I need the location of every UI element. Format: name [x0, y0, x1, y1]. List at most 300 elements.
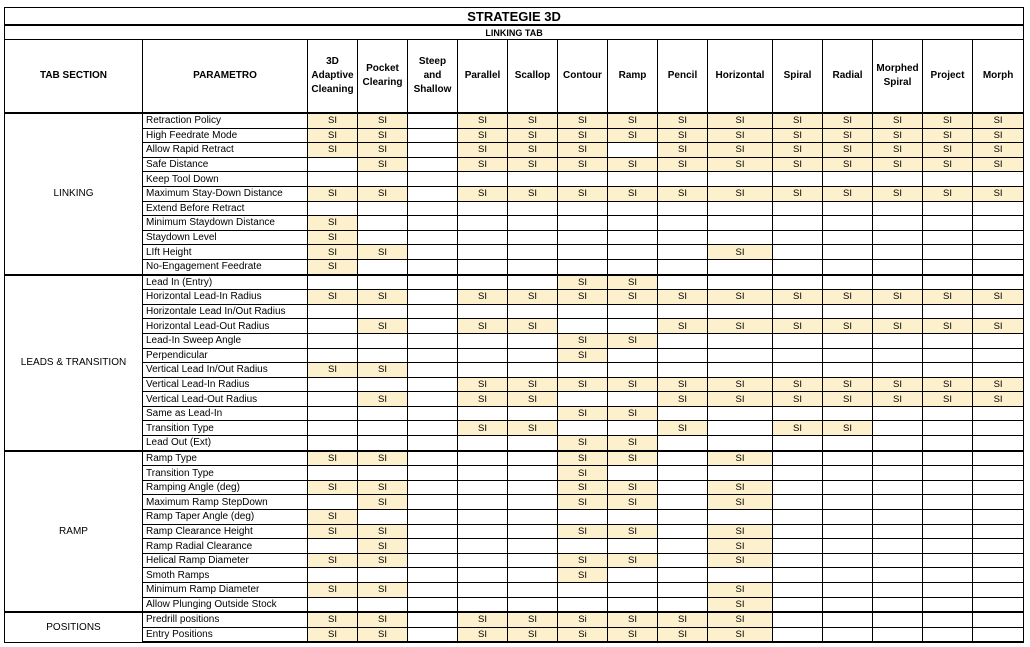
header-strategy: Pencil	[658, 40, 708, 114]
value-cell	[508, 216, 558, 231]
value-cell: SI	[658, 421, 708, 436]
value-cell: SI	[873, 392, 923, 407]
value-cell	[608, 539, 658, 554]
value-cell	[558, 259, 608, 274]
value-cell: SI	[308, 259, 358, 274]
value-cell	[608, 597, 658, 612]
header-strategy: Pocket Clearing	[358, 40, 408, 114]
value-cell	[308, 201, 358, 216]
table-row	[5, 480, 1024, 495]
value-cell	[873, 597, 923, 612]
value-cell: SI	[823, 290, 873, 305]
value-cell	[823, 627, 873, 642]
value-cell	[408, 113, 458, 128]
value-cell	[773, 553, 823, 568]
value-cell: SI	[773, 377, 823, 392]
value-cell	[658, 259, 708, 274]
value-cell	[408, 510, 458, 525]
value-cell	[773, 304, 823, 319]
value-cell	[308, 406, 358, 421]
table-row	[5, 495, 1024, 510]
sheet-title: STRATEGIE 3D	[5, 8, 1024, 26]
value-cell	[923, 406, 973, 421]
value-cell	[923, 172, 973, 187]
value-cell	[308, 377, 358, 392]
value-cell: SI	[773, 186, 823, 201]
value-cell: SI	[358, 451, 408, 466]
value-cell	[823, 524, 873, 539]
parameter-label: Ramp Radial Clearance	[143, 539, 308, 554]
value-cell	[608, 216, 658, 231]
value-cell	[973, 348, 1024, 363]
parameter-label: Ramp Clearance Height	[143, 524, 308, 539]
value-cell	[358, 259, 408, 274]
value-cell: SI	[558, 451, 608, 466]
value-cell	[973, 421, 1024, 436]
parameter-label: Extend Before Retract	[143, 201, 308, 216]
value-cell: SI	[358, 524, 408, 539]
value-cell	[358, 201, 408, 216]
value-cell	[608, 466, 658, 481]
value-cell: SI	[708, 612, 773, 627]
value-cell	[873, 245, 923, 260]
value-cell	[973, 275, 1024, 290]
table-row	[5, 348, 1024, 363]
value-cell	[408, 627, 458, 642]
value-cell	[508, 363, 558, 378]
value-cell	[708, 172, 773, 187]
value-cell	[873, 451, 923, 466]
section-label: RAMP	[5, 451, 143, 613]
value-cell	[923, 275, 973, 290]
value-cell: SI	[973, 392, 1024, 407]
value-cell	[923, 201, 973, 216]
value-cell: SI	[973, 143, 1024, 158]
value-cell: SI	[558, 553, 608, 568]
value-cell: SI	[358, 627, 408, 642]
value-cell	[773, 348, 823, 363]
value-cell	[308, 157, 358, 172]
section-label: POSITIONS	[5, 612, 143, 642]
value-cell	[608, 348, 658, 363]
value-cell: SI	[873, 377, 923, 392]
value-cell: SI	[923, 186, 973, 201]
value-cell: SI	[823, 113, 873, 128]
value-cell: SI	[508, 377, 558, 392]
value-cell	[658, 275, 708, 290]
value-cell: SI	[508, 421, 558, 436]
value-cell	[408, 201, 458, 216]
value-cell	[823, 510, 873, 525]
value-cell	[558, 201, 608, 216]
value-cell: SI	[458, 319, 508, 334]
value-cell	[773, 495, 823, 510]
value-cell	[658, 348, 708, 363]
value-cell	[973, 466, 1024, 481]
value-cell	[773, 480, 823, 495]
value-cell	[358, 466, 408, 481]
value-cell	[508, 466, 558, 481]
value-cell: SI	[608, 495, 658, 510]
table-row	[5, 333, 1024, 348]
value-cell	[773, 436, 823, 451]
value-cell	[308, 172, 358, 187]
value-cell	[773, 451, 823, 466]
value-cell: SI	[608, 275, 658, 290]
value-cell	[358, 421, 408, 436]
parameter-label: Lead In (Entry)	[143, 275, 308, 290]
value-cell	[773, 539, 823, 554]
value-cell	[558, 597, 608, 612]
value-cell	[608, 201, 658, 216]
value-cell	[408, 553, 458, 568]
value-cell: SI	[658, 143, 708, 158]
value-cell	[458, 466, 508, 481]
value-cell: SI	[773, 392, 823, 407]
value-cell: SI	[558, 495, 608, 510]
value-cell	[923, 524, 973, 539]
value-cell: SI	[358, 612, 408, 627]
parameter-label: Allow Plunging Outside Stock	[143, 597, 308, 612]
table-row	[5, 245, 1024, 260]
value-cell: SI	[558, 113, 608, 128]
value-cell: SI	[773, 128, 823, 143]
header-strategy: 3D Adaptive Cleaning	[308, 40, 358, 114]
value-cell	[408, 230, 458, 245]
parameter-label: Vertical Lead-Out Radius	[143, 392, 308, 407]
value-cell: SI	[358, 157, 408, 172]
value-cell: SI	[708, 480, 773, 495]
value-cell	[708, 436, 773, 451]
value-cell	[508, 583, 558, 598]
value-cell: SI	[358, 495, 408, 510]
value-cell	[558, 421, 608, 436]
value-cell: SI	[308, 553, 358, 568]
table-row	[5, 157, 1024, 172]
value-cell	[458, 275, 508, 290]
value-cell	[923, 539, 973, 554]
table-row	[5, 392, 1024, 407]
value-cell	[308, 392, 358, 407]
header-strategy: Morph	[973, 40, 1024, 114]
value-cell	[458, 436, 508, 451]
value-cell	[923, 421, 973, 436]
value-cell: SI	[873, 186, 923, 201]
value-cell: SI	[823, 128, 873, 143]
parameter-label: Retraction Policy	[143, 113, 308, 128]
value-cell	[308, 319, 358, 334]
value-cell	[873, 421, 923, 436]
value-cell	[773, 612, 823, 627]
parameter-label: Predrill positions	[143, 612, 308, 627]
parameter-label: Keep Tool Down	[143, 172, 308, 187]
value-cell	[923, 216, 973, 231]
value-cell	[358, 304, 408, 319]
value-cell	[823, 436, 873, 451]
value-cell: SI	[873, 128, 923, 143]
parameter-label: Lead-In Sweep Angle	[143, 333, 308, 348]
value-cell	[558, 539, 608, 554]
value-cell: SI	[923, 128, 973, 143]
value-cell	[973, 510, 1024, 525]
value-cell	[873, 436, 923, 451]
value-cell: SI	[608, 627, 658, 642]
value-cell	[773, 259, 823, 274]
value-cell: SI	[658, 113, 708, 128]
parameter-label: Safe Distance	[143, 157, 308, 172]
value-cell	[923, 495, 973, 510]
value-cell	[508, 524, 558, 539]
value-cell	[358, 510, 408, 525]
value-cell	[458, 406, 508, 421]
value-cell	[873, 230, 923, 245]
value-cell	[823, 230, 873, 245]
value-cell: SI	[358, 363, 408, 378]
value-cell	[823, 333, 873, 348]
value-cell: SI	[923, 143, 973, 158]
value-cell	[973, 597, 1024, 612]
value-cell: SI	[558, 377, 608, 392]
value-cell	[873, 627, 923, 642]
value-cell	[508, 172, 558, 187]
value-cell	[973, 216, 1024, 231]
value-cell	[773, 230, 823, 245]
value-cell: SI	[508, 157, 558, 172]
value-cell	[458, 304, 508, 319]
value-cell	[973, 406, 1024, 421]
value-cell: SI	[358, 319, 408, 334]
value-cell	[458, 348, 508, 363]
value-cell: SI	[358, 583, 408, 598]
value-cell: SI	[458, 392, 508, 407]
value-cell: SI	[558, 275, 608, 290]
parameter-label: Entry Positions	[143, 627, 308, 642]
value-cell	[873, 363, 923, 378]
value-cell	[973, 612, 1024, 627]
value-cell: SI	[608, 377, 658, 392]
table-row	[5, 451, 1024, 466]
value-cell	[708, 230, 773, 245]
value-cell: SI	[923, 392, 973, 407]
value-cell	[308, 333, 358, 348]
value-cell: SI	[608, 290, 658, 305]
value-cell: SI	[508, 128, 558, 143]
value-cell	[923, 510, 973, 525]
value-cell	[508, 480, 558, 495]
table-row	[5, 304, 1024, 319]
value-cell: SI	[558, 290, 608, 305]
value-cell	[823, 495, 873, 510]
value-cell	[708, 348, 773, 363]
value-cell	[973, 245, 1024, 260]
table-row	[5, 377, 1024, 392]
value-cell	[708, 201, 773, 216]
value-cell	[558, 216, 608, 231]
value-cell: SI	[823, 377, 873, 392]
value-cell: SI	[973, 290, 1024, 305]
parameter-label: LIft Height	[143, 245, 308, 260]
value-cell	[658, 333, 708, 348]
table-row	[5, 583, 1024, 598]
value-cell	[973, 495, 1024, 510]
value-cell	[608, 304, 658, 319]
value-cell: SI	[923, 319, 973, 334]
value-cell	[873, 172, 923, 187]
value-cell	[658, 495, 708, 510]
value-cell	[308, 597, 358, 612]
value-cell: SI	[658, 392, 708, 407]
value-cell: SI	[708, 597, 773, 612]
value-cell: SI	[708, 627, 773, 642]
value-cell	[923, 436, 973, 451]
value-cell	[873, 568, 923, 583]
value-cell	[408, 363, 458, 378]
value-cell	[873, 480, 923, 495]
value-cell: SI	[708, 377, 773, 392]
value-cell: SI	[458, 157, 508, 172]
value-cell	[973, 583, 1024, 598]
value-cell	[658, 230, 708, 245]
value-cell	[708, 466, 773, 481]
table-row	[5, 275, 1024, 290]
value-cell: SI	[973, 377, 1024, 392]
value-cell	[558, 392, 608, 407]
value-cell	[358, 597, 408, 612]
value-cell	[708, 259, 773, 274]
table-row	[5, 597, 1024, 612]
value-cell	[408, 568, 458, 583]
value-cell	[408, 597, 458, 612]
value-cell	[358, 406, 408, 421]
value-cell	[608, 583, 658, 598]
value-cell	[408, 290, 458, 305]
value-cell: SI	[508, 113, 558, 128]
value-cell	[923, 480, 973, 495]
value-cell	[508, 275, 558, 290]
value-cell	[658, 480, 708, 495]
value-cell	[773, 466, 823, 481]
value-cell	[708, 304, 773, 319]
value-cell	[508, 436, 558, 451]
value-cell	[923, 627, 973, 642]
value-cell	[973, 539, 1024, 554]
value-cell	[308, 348, 358, 363]
value-cell: SI	[458, 627, 508, 642]
value-cell: SI	[823, 157, 873, 172]
value-cell: SI	[823, 392, 873, 407]
value-cell	[773, 275, 823, 290]
value-cell	[708, 363, 773, 378]
value-cell: SI	[658, 377, 708, 392]
header-strategy: Morphed Spiral	[873, 40, 923, 114]
value-cell	[823, 363, 873, 378]
value-cell	[408, 275, 458, 290]
value-cell: SI	[508, 319, 558, 334]
value-cell	[408, 333, 458, 348]
header-strategy: Contour	[558, 40, 608, 114]
value-cell	[658, 245, 708, 260]
table-row	[5, 466, 1024, 481]
strategy-table	[4, 7, 1024, 643]
value-cell	[923, 363, 973, 378]
value-cell	[458, 201, 508, 216]
value-cell	[973, 304, 1024, 319]
value-cell	[508, 201, 558, 216]
value-cell	[508, 333, 558, 348]
parameter-label: Staydown Level	[143, 230, 308, 245]
parameter-label: Vertical Lead In/Out Radius	[143, 363, 308, 378]
value-cell	[923, 612, 973, 627]
value-cell: SI	[773, 143, 823, 158]
value-cell	[608, 363, 658, 378]
value-cell: SI	[558, 436, 608, 451]
value-cell	[408, 421, 458, 436]
value-cell: SI	[708, 583, 773, 598]
value-cell: SI	[308, 186, 358, 201]
parameter-label: Transition Type	[143, 466, 308, 481]
parameter-label: Same as Lead-In	[143, 406, 308, 421]
value-cell	[458, 597, 508, 612]
value-cell	[608, 143, 658, 158]
value-cell	[508, 495, 558, 510]
value-cell	[773, 568, 823, 583]
value-cell	[973, 363, 1024, 378]
value-cell	[923, 230, 973, 245]
value-cell	[658, 553, 708, 568]
value-cell: SI	[773, 421, 823, 436]
value-cell: SI	[658, 157, 708, 172]
table-row	[5, 259, 1024, 274]
table-row	[5, 186, 1024, 201]
value-cell: SI	[873, 143, 923, 158]
value-cell	[973, 230, 1024, 245]
table-row	[5, 524, 1024, 539]
section-label: LEADS & TRANSITION	[5, 275, 143, 451]
value-cell: SI	[823, 319, 873, 334]
value-cell	[823, 172, 873, 187]
value-cell: SI	[508, 392, 558, 407]
value-cell	[408, 612, 458, 627]
value-cell	[408, 157, 458, 172]
value-cell	[508, 568, 558, 583]
table-row	[5, 128, 1024, 143]
value-cell	[358, 348, 408, 363]
value-cell: SI	[708, 553, 773, 568]
value-cell	[408, 436, 458, 451]
value-cell	[923, 568, 973, 583]
value-cell	[358, 377, 408, 392]
value-cell: SI	[558, 333, 608, 348]
value-cell: SI	[708, 539, 773, 554]
value-cell: SI	[508, 612, 558, 627]
value-cell	[873, 275, 923, 290]
value-cell	[408, 128, 458, 143]
value-cell: SI	[508, 627, 558, 642]
value-cell	[658, 406, 708, 421]
value-cell	[773, 333, 823, 348]
value-cell	[823, 466, 873, 481]
value-cell: SI	[708, 495, 773, 510]
value-cell	[558, 363, 608, 378]
value-cell	[408, 259, 458, 274]
value-cell	[823, 583, 873, 598]
value-cell: SI	[708, 451, 773, 466]
value-cell: SI	[923, 377, 973, 392]
value-cell: SI	[558, 186, 608, 201]
value-cell: SI	[708, 319, 773, 334]
value-cell: SI	[558, 348, 608, 363]
value-cell	[923, 451, 973, 466]
